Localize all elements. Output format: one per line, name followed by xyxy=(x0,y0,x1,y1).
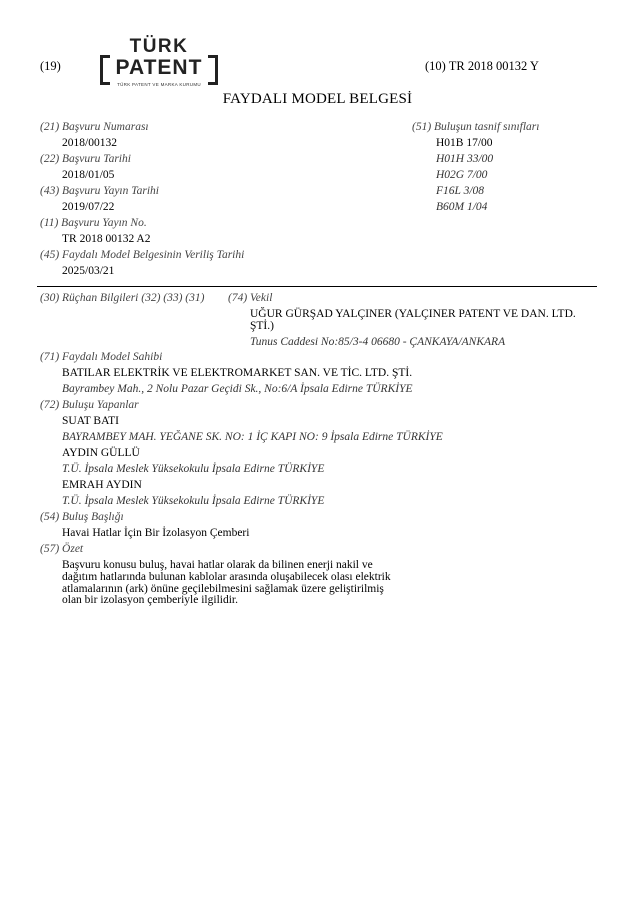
grant-date-value: 2025/03/21 xyxy=(62,265,115,277)
attorney-name-continued: ŞTİ.) xyxy=(250,320,274,332)
country-code-label: (19) xyxy=(40,59,61,73)
classification-code: H02G 7/00 xyxy=(436,169,488,181)
inventor-address: BAYRAMBEY MAH. YEĞANE SK. NO: 1 İÇ KAPI NO: 9 İpsala Edirne TÜRKİYE xyxy=(62,431,443,443)
abstract-label: (57) Özet xyxy=(40,543,84,555)
classification-code: F16L 3/08 xyxy=(436,185,485,197)
app-number-label: (21) Başvuru Numarası xyxy=(40,121,149,133)
document-title: FAYDALI MODEL BELGESİ xyxy=(222,91,413,107)
inventors-label: (72) Buluşu Yapanlar xyxy=(40,399,139,411)
owner-address: Bayrambey Mah., 2 Nolu Pazar Geçidi Sk., No:6/A İpsala Edirne TÜRKİYE xyxy=(62,383,413,395)
logo-turk-text: TÜRK xyxy=(129,36,189,57)
classification-code: H01B 17/00 xyxy=(436,137,493,149)
owner-label: (71) Faydalı Model Sahibi xyxy=(40,351,163,363)
app-date-value: 2018/01/05 xyxy=(62,169,115,181)
app-number-value: 2018/00132 xyxy=(62,137,117,149)
document-number: (10) TR 2018 00132 Y xyxy=(425,59,539,73)
abstract-line: dağıtım hatlarında bulunan kablolar arasında oluşabilecek olası elektrik xyxy=(62,570,391,583)
inventor-name: AYDIN GÜLLÜ xyxy=(62,447,140,459)
abstract-text xyxy=(62,560,412,607)
turk-patent-logo xyxy=(96,36,222,90)
pub-no-label: (11) Başvuru Yayın No. xyxy=(40,217,147,229)
inventor-name: SUAT BATI xyxy=(62,415,119,427)
classification-code: H01H 33/00 xyxy=(436,153,494,165)
invention-title-label: (54) Buluş Başlığı xyxy=(40,511,124,523)
pub-date-value: 2019/07/22 xyxy=(62,201,115,213)
section-divider xyxy=(37,286,597,287)
logo-patent-text: PATENT xyxy=(115,56,203,79)
abstract-line: olan bir izolasyon çemberiyle ilgilidir. xyxy=(62,594,238,607)
logo-subtitle: TÜRK PATENT VE MARKA KURUMU xyxy=(117,82,201,87)
classification-label: (51) Buluşun tasnif sınıfları xyxy=(412,121,540,133)
inventor-address: T.Ü. İpsala Meslek Yüksekokulu İpsala Edirne TÜRKİYE xyxy=(62,495,325,507)
priority-label: (30) Rüçhan Bilgileri (32) (33) (31) xyxy=(40,292,205,304)
attorney-address: Tunus Caddesi No:85/3-4 06680 - ÇANKAYA/ANKARA xyxy=(250,336,506,348)
classification-code: B60M 1/04 xyxy=(436,201,488,213)
owner-name: BATILAR ELEKTRİK VE ELEKTROMARKET SAN. VE TİC. LTD. ŞTİ. xyxy=(62,367,413,379)
inventor-address: T.Ü. İpsala Meslek Yüksekokulu İpsala Edirne TÜRKİYE xyxy=(62,463,325,475)
abstract-line: Başvuru konusu buluş, havai hatlar olarak da bilinen enerji nakil ve xyxy=(62,559,373,571)
app-date-label: (22) Başvuru Tarihi xyxy=(40,153,131,165)
inventor-name: EMRAH AYDIN xyxy=(62,479,142,491)
pub-date-label: (43) Başvuru Yayın Tarihi xyxy=(40,185,159,197)
attorney-name: UĞUR GÜRŞAD YALÇINER (YALÇINER PATENT VE DAN. LTD. xyxy=(250,308,576,320)
abstract-line: atlamalarının (ark) önüne geçilebilmesini sağlamak üzere geliştirilmiş xyxy=(62,582,384,595)
attorney-label: (74) Vekil xyxy=(228,292,273,304)
invention-title: Havai Hatlar İçin Bir İzolasyon Çemberi xyxy=(62,527,250,539)
pub-no-value: TR 2018 00132 A2 xyxy=(62,233,151,245)
grant-date-label: (45) Faydalı Model Belgesinin Veriliş Tarihi xyxy=(40,249,245,261)
